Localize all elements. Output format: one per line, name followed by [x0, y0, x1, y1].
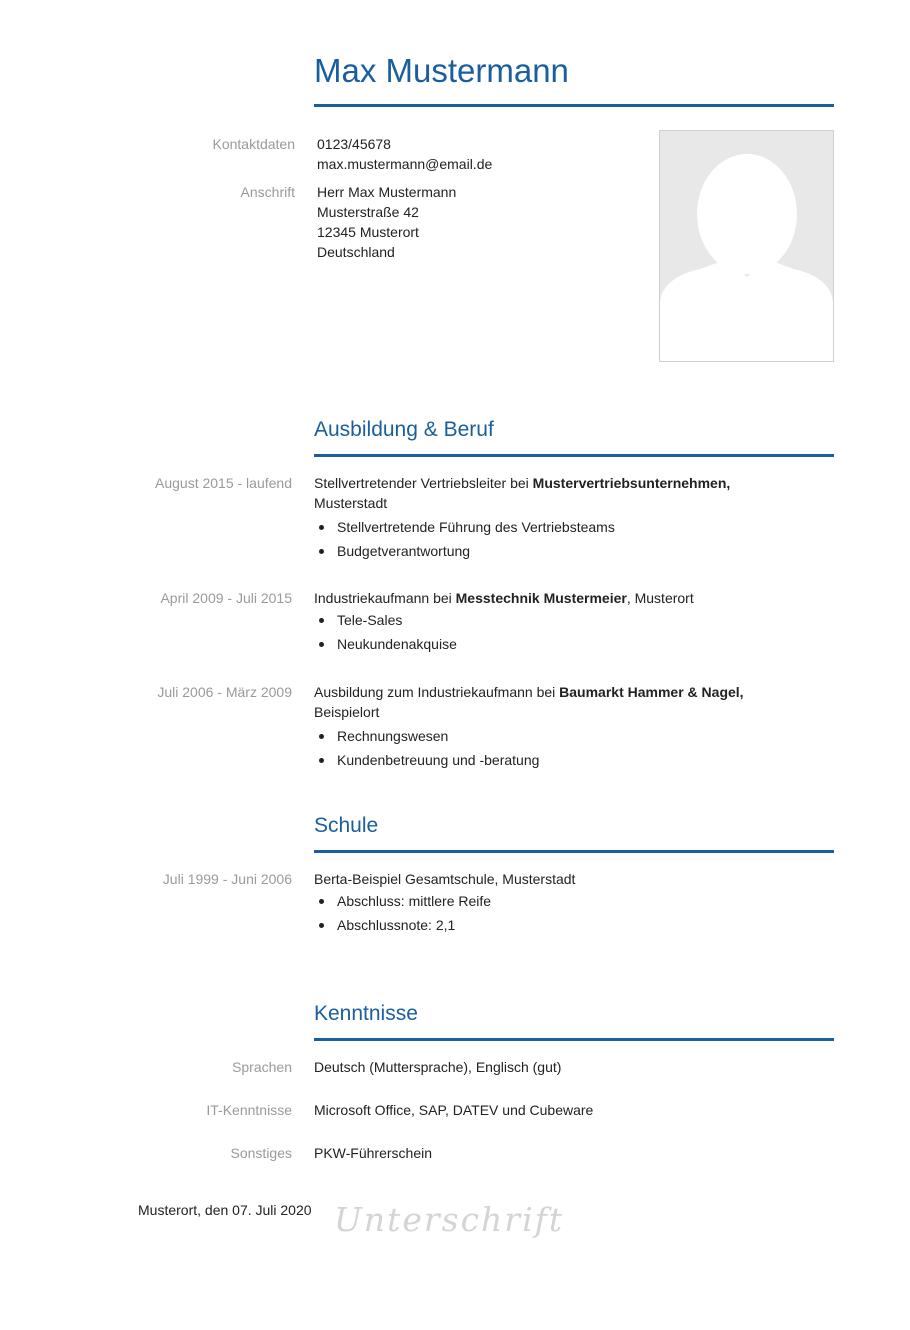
- company-name: Baumarkt Hammer & Nagel,: [559, 684, 744, 700]
- address-line: 12345 Musterort: [317, 224, 419, 240]
- person-silhouette-icon: [660, 131, 833, 361]
- email-address: max.mustermann@email.de: [317, 156, 493, 172]
- page-title: Max Mustermann: [314, 52, 569, 89]
- career-entry: [314, 473, 730, 563]
- list-item: Neukundenakquise: [314, 632, 694, 656]
- career-period: April 2009 - Juli 2015: [160, 590, 292, 606]
- company-name: Messtechnik Mustermeier: [455, 590, 627, 606]
- address-block: [317, 182, 456, 262]
- list-item: Tele-Sales: [314, 608, 694, 632]
- career-location: Beispielort: [314, 704, 380, 720]
- address-label: Anschrift: [240, 184, 295, 200]
- phone-number: 0123/45678: [317, 136, 391, 152]
- skill-label: Sprachen: [232, 1059, 292, 1075]
- section-title-skills: Kenntnisse: [314, 1002, 418, 1025]
- list-item: Abschlussnote: 2,1: [314, 913, 575, 937]
- profile-photo: [659, 130, 834, 362]
- address-line: Herr Max Mustermann: [317, 184, 457, 200]
- title-divider: [314, 104, 834, 107]
- career-role: Industriekaufmann bei Messtechnik Mustermeier, Musterort: [314, 590, 694, 606]
- career-role: Stellvertretender Vertriebsleiter bei Mustervertriebsunternehmen,: [314, 475, 731, 491]
- list-item: Budgetverantwortung: [314, 539, 730, 563]
- skill-label: IT-Kenntnisse: [206, 1102, 292, 1118]
- place-date: Musterort, den 07. Juli 2020: [138, 1202, 312, 1218]
- section-title-career: Ausbildung & Beruf: [314, 418, 494, 441]
- company-name: Mustervertriebsunternehmen,: [532, 475, 731, 491]
- list-item: Stellvertretende Führung des Vertriebsteams: [314, 515, 730, 539]
- list-item: Abschluss: mittlere Reife: [314, 889, 575, 913]
- list-item: Rechnungswesen: [314, 724, 744, 748]
- list-item: Kundenbetreuung und -beratung: [314, 748, 744, 772]
- school-name: Berta-Beispiel Gesamtschule, Musterstadt: [314, 871, 576, 887]
- career-role: Ausbildung zum Industriekaufmann bei Baumarkt Hammer & Nagel,: [314, 684, 744, 700]
- signature: Unterschrift: [334, 1200, 565, 1239]
- section-divider: [314, 1038, 834, 1041]
- career-entry: [314, 588, 694, 656]
- contact-block: [317, 134, 492, 174]
- skill-value: PKW-Führerschein: [314, 1145, 433, 1161]
- skill-value: Microsoft Office, SAP, DATEV und Cubeware: [314, 1102, 594, 1118]
- section-divider: [314, 850, 834, 853]
- address-line: Musterstraße 42: [317, 204, 419, 220]
- career-entry: [314, 682, 744, 772]
- skill-value: Deutsch (Muttersprache), Englisch (gut): [314, 1059, 562, 1075]
- address-line: Deutschland: [317, 244, 395, 260]
- section-divider: [314, 454, 834, 457]
- section-title-school: Schule: [314, 814, 379, 837]
- school-period: Juli 1999 - Juni 2006: [162, 871, 292, 887]
- contact-label: Kontaktdaten: [212, 136, 295, 152]
- career-period: August 2015 - laufend: [155, 475, 292, 491]
- school-entry: [314, 869, 575, 937]
- career-period: Juli 2006 - März 2009: [157, 684, 292, 700]
- career-location: Musterstadt: [314, 495, 388, 511]
- skill-label: Sonstiges: [230, 1145, 292, 1161]
